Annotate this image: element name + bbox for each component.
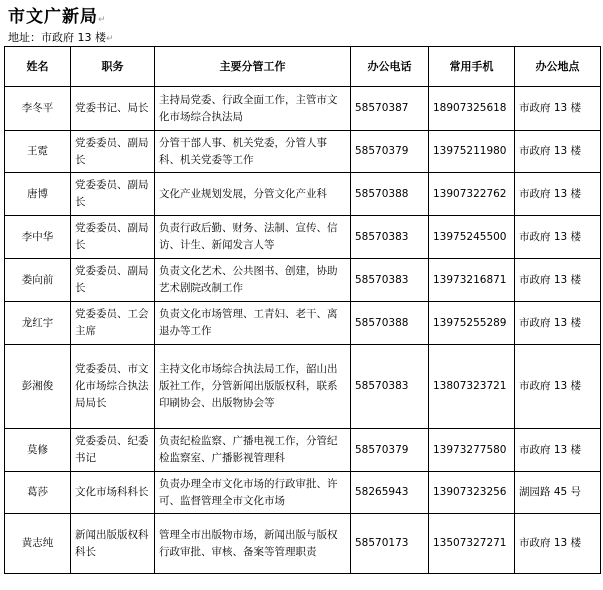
cell-name: 龙红宇 bbox=[5, 302, 71, 345]
cell-office-phone: 58570388 bbox=[351, 173, 429, 216]
cell-position: 党委委员、副局长 bbox=[71, 131, 155, 173]
cell-position: 党委委员、副局长 bbox=[71, 216, 155, 259]
cell-name: 李中华 bbox=[5, 216, 71, 259]
table-row bbox=[5, 345, 601, 429]
cell-location: 市政府 13 楼 bbox=[515, 216, 601, 259]
cell-office-phone: 58570388 bbox=[351, 302, 429, 345]
cell-office-phone: 58265943 bbox=[351, 472, 429, 514]
cell-office-phone: 58570383 bbox=[351, 345, 429, 429]
cell-name: 李冬平 bbox=[5, 87, 71, 131]
cell-duties: 负责办理全市文化市场的行政审批、许可、监督管理全市文化市场 bbox=[155, 472, 351, 514]
cell-mobile: 13975245500 bbox=[429, 216, 515, 259]
page-title: 市文广新局↵ bbox=[8, 7, 107, 27]
cell-office-phone: 58570383 bbox=[351, 216, 429, 259]
table-row bbox=[5, 216, 601, 259]
cell-name: 唐博 bbox=[5, 173, 71, 216]
cell-name: 娄向前 bbox=[5, 259, 71, 302]
cell-office-phone: 58570379 bbox=[351, 429, 429, 472]
cell-office-phone: 58570383 bbox=[351, 259, 429, 302]
cell-mobile: 13973277580 bbox=[429, 429, 515, 472]
cell-position: 党委委员、副局长 bbox=[71, 259, 155, 302]
cell-location: 市政府 13 楼 bbox=[515, 429, 601, 472]
header-office-phone: 办公电话 bbox=[351, 47, 429, 87]
cell-position: 党委委员、纪委书记 bbox=[71, 429, 155, 472]
table-row bbox=[5, 259, 601, 302]
cell-location: 市政府 13 楼 bbox=[515, 302, 601, 345]
cell-name: 莫修 bbox=[5, 429, 71, 472]
cell-mobile: 13807323721 bbox=[429, 345, 515, 429]
table-row bbox=[5, 131, 601, 173]
cell-duties: 分管干部人事、机关党委，分管人事科、机关党委等工作 bbox=[155, 131, 351, 173]
cell-location: 市政府 13 楼 bbox=[515, 514, 601, 574]
cell-duties: 负责纪检监察、广播电视工作，分管纪检监察室、广播影视管理科 bbox=[155, 429, 351, 472]
cell-name: 葛莎 bbox=[5, 472, 71, 514]
cell-location: 市政府 13 楼 bbox=[515, 173, 601, 216]
cell-position: 党委委员、副局长 bbox=[71, 173, 155, 216]
table-header-row bbox=[5, 47, 601, 87]
address-line: 地址：市政府 13 楼↵ bbox=[8, 31, 114, 44]
cell-mobile: 18907325618 bbox=[429, 87, 515, 131]
table-row bbox=[5, 302, 601, 345]
cell-name: 黄志纯 bbox=[5, 514, 71, 574]
cell-duties: 主持文化市场综合执法局工作，韶山出版社工作，分管新闻出版版权科，联系印刷协会、出版物协会等 bbox=[155, 345, 351, 429]
cell-office-phone: 58570173 bbox=[351, 514, 429, 574]
cell-mobile: 13975211980 bbox=[429, 131, 515, 173]
cell-position: 党委委员、工会主席 bbox=[71, 302, 155, 345]
table-row bbox=[5, 514, 601, 574]
cell-location: 市政府 13 楼 bbox=[515, 87, 601, 131]
cell-mobile: 13507327271 bbox=[429, 514, 515, 574]
cell-position: 新闻出版版权科科长 bbox=[71, 514, 155, 574]
contact-table bbox=[4, 46, 601, 574]
cell-position: 党委书记、局长 bbox=[71, 87, 155, 131]
header-location: 办公地点 bbox=[515, 47, 601, 87]
cell-mobile: 13907323256 bbox=[429, 472, 515, 514]
cell-name: 彭湘俊 bbox=[5, 345, 71, 429]
header-mobile: 常用手机 bbox=[429, 47, 515, 87]
cell-mobile: 13975255289 bbox=[429, 302, 515, 345]
table-row bbox=[5, 429, 601, 472]
cell-position: 党委委员、市文化市场综合执法局局长 bbox=[71, 345, 155, 429]
cell-location: 市政府 13 楼 bbox=[515, 131, 601, 173]
table-row bbox=[5, 87, 601, 131]
cell-location: 市政府 13 楼 bbox=[515, 259, 601, 302]
cell-location: 湖园路 45 号 bbox=[515, 472, 601, 514]
cell-office-phone: 58570387 bbox=[351, 87, 429, 131]
cell-duties: 负责文化市场管理、工青妇、老干、离退办等工作 bbox=[155, 302, 351, 345]
header-name: 姓名 bbox=[5, 47, 71, 87]
table-row bbox=[5, 173, 601, 216]
header-position: 职务 bbox=[71, 47, 155, 87]
cell-office-phone: 58570379 bbox=[351, 131, 429, 173]
cell-duties: 负责行政后勤、财务、法制、宣传、信访、计生、新闻发言人等 bbox=[155, 216, 351, 259]
table-row bbox=[5, 472, 601, 514]
cell-position: 文化市场科科长 bbox=[71, 472, 155, 514]
cell-location: 市政府 13 楼 bbox=[515, 345, 601, 429]
header-duties: 主要分管工作 bbox=[155, 47, 351, 87]
cell-duties: 主持局党委、行政全面工作，主管市文化市场综合执法局 bbox=[155, 87, 351, 131]
cell-duties: 管理全市出版物市场，新闻出版与版权行政审批、审核、备案等管理职责 bbox=[155, 514, 351, 574]
cell-duties: 文化产业规划发展，分管文化产业科 bbox=[155, 173, 351, 216]
cell-mobile: 13907322762 bbox=[429, 173, 515, 216]
cell-duties: 负责文化艺术、公共图书、创建，协助艺术剧院改制工作 bbox=[155, 259, 351, 302]
cell-name: 王霓 bbox=[5, 131, 71, 173]
cell-mobile: 13973216871 bbox=[429, 259, 515, 302]
